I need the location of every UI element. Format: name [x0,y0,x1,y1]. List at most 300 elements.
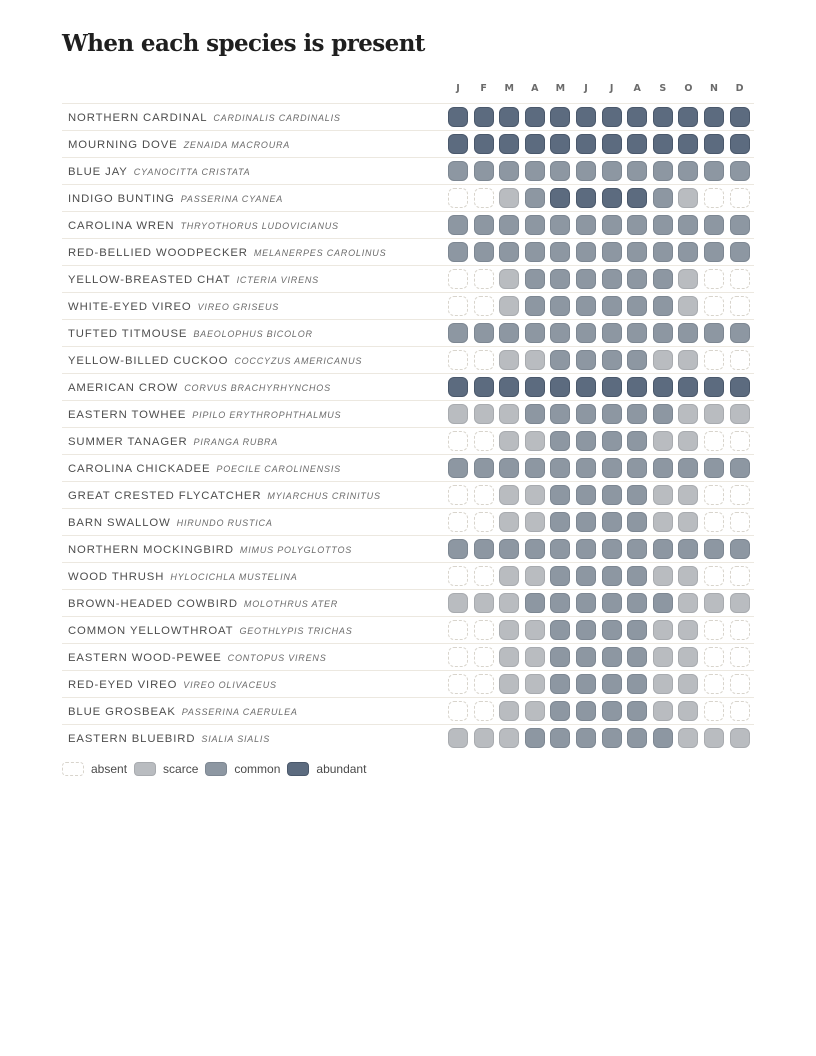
presence-cell-common [525,458,545,478]
presence-cell-common [525,539,545,559]
presence-cell-common [602,620,622,640]
presence-cell-absent [704,620,724,640]
species-latin-name: VIREO GRISEUS [197,302,280,312]
presence-heatmap [62,78,754,751]
presence-cell-common [678,215,698,235]
species-latin-name: GEOTHLYPIS TRICHAS [239,626,353,636]
presence-cell-scarce [730,593,750,613]
species-label [68,353,362,368]
presence-cell-common [730,215,750,235]
presence-cell-scarce [499,485,519,505]
species-label [68,218,339,233]
presence-cell-absent [448,674,468,694]
species-common-name: BARN SWALLOW [68,517,171,529]
presence-cell-common [627,728,647,748]
presence-cell-abundant [602,188,622,208]
species-latin-name: HYLOCICHLA MUSTELINA [170,572,298,582]
presence-cell-common [627,701,647,721]
species-common-name: INDIGO BUNTING [68,193,175,205]
presence-cell-absent [730,647,750,667]
presence-cell-scarce [653,431,673,451]
legend-item-scarce [134,762,198,776]
species-common-name: EASTERN BLUEBIRD [68,733,196,745]
presence-cell-absent [704,485,724,505]
presence-cell-absent [704,431,724,451]
presence-cell-scarce [678,404,698,424]
presence-cell-abundant [653,107,673,127]
presence-cell-common [499,215,519,235]
presence-cell-scarce [653,647,673,667]
presence-cell-absent [474,350,494,370]
presence-cell-common [602,728,622,748]
presence-cell-scarce [704,404,724,424]
presence-cell-scarce [678,566,698,586]
month-label: A [633,83,641,94]
species-common-name: GREAT CRESTED FLYCATCHER [68,490,262,502]
presence-cell-common [602,674,622,694]
species-label [68,461,341,476]
presence-cell-abundant [525,377,545,397]
species-latin-name: COCCYZUS AMERICANUS [234,356,363,366]
legend-swatch [205,762,227,776]
presence-cell-scarce [653,512,673,532]
presence-cell-absent [474,188,494,208]
presence-cell-scarce [525,620,545,640]
legend-label: common [234,762,281,776]
presence-cell-common [576,404,596,424]
chart-title: When each species is present [62,30,425,57]
presence-cell-common [627,485,647,505]
species-common-name: EASTERN TOWHEE [68,409,187,421]
presence-cell-scarce [499,350,519,370]
presence-cell-common [550,566,570,586]
species-common-name: NORTHERN CARDINAL [68,112,208,124]
presence-cell-common [602,593,622,613]
presence-cell-common [550,539,570,559]
presence-cell-common [627,647,647,667]
presence-cell-abundant [499,107,519,127]
species-label [68,434,278,449]
species-latin-name: MYIARCHUS CRINITUS [267,491,381,501]
presence-cell-abundant [678,107,698,127]
presence-cell-abundant [627,188,647,208]
species-label [68,596,338,611]
presence-cell-scarce [678,512,698,532]
presence-cell-common [550,296,570,316]
species-common-name: NORTHERN MOCKINGBIRD [68,544,234,556]
presence-cell-abundant [550,188,570,208]
presence-cell-absent [704,269,724,289]
presence-cell-common [653,215,673,235]
legend-swatch [62,762,84,776]
presence-cell-common [602,539,622,559]
presence-cell-scarce [678,701,698,721]
species-label [68,650,327,665]
species-label [68,245,386,260]
legend-label: absent [91,762,128,776]
presence-cell-common [550,404,570,424]
presence-cell-common [576,674,596,694]
presence-cell-scarce [499,620,519,640]
species-label [68,488,381,503]
presence-cell-absent [730,512,750,532]
presence-cell-common [704,215,724,235]
presence-cell-abundant [704,377,724,397]
presence-cell-common [627,593,647,613]
species-latin-name: THRYOTHORUS LUDOVICIANUS [180,221,339,231]
presence-cell-absent [730,674,750,694]
presence-cell-common [474,161,494,181]
species-label [68,326,313,341]
presence-cell-common [576,512,596,532]
presence-cell-scarce [525,674,545,694]
presence-cell-common [653,242,673,262]
species-latin-name: SIALIA SIALIS [201,734,271,744]
species-label [68,110,341,125]
species-latin-name: ICTERIA VIRENS [236,275,319,285]
presence-cell-common [730,242,750,262]
presence-cell-common [627,539,647,559]
month-header-row [62,78,754,103]
presence-cell-common [525,323,545,343]
species-common-name: YELLOW-BREASTED CHAT [68,274,231,286]
presence-cell-common [653,539,673,559]
month-label: M [504,83,514,94]
presence-cell-common [627,566,647,586]
species-row [62,508,754,535]
species-row [62,427,754,454]
species-row [62,616,754,643]
presence-cell-scarce [678,728,698,748]
presence-cell-scarce [499,647,519,667]
presence-cell-common [704,242,724,262]
presence-cell-common [525,296,545,316]
presence-cell-common [576,161,596,181]
presence-cell-common [525,593,545,613]
presence-cell-abundant [448,377,468,397]
presence-cell-scarce [653,620,673,640]
presence-cell-common [627,512,647,532]
species-row [62,562,754,589]
presence-cell-scarce [525,647,545,667]
presence-cell-absent [730,701,750,721]
presence-cell-absent [730,296,750,316]
presence-cell-scarce [704,593,724,613]
presence-cell-scarce [499,431,519,451]
species-common-name: EASTERN WOOD-PEWEE [68,652,222,664]
presence-cell-scarce [678,188,698,208]
presence-cell-common [550,485,570,505]
species-latin-name: MELANERPES CAROLINUS [253,248,387,258]
presence-cell-abundant [730,107,750,127]
presence-cell-absent [474,431,494,451]
presence-cell-scarce [653,701,673,721]
presence-cell-common [627,269,647,289]
presence-cell-abundant [499,134,519,154]
presence-cell-absent [704,350,724,370]
presence-cell-common [576,701,596,721]
presence-cell-absent [448,512,468,532]
presence-cell-common [550,620,570,640]
presence-cell-common [678,161,698,181]
presence-cell-common [602,350,622,370]
presence-cell-scarce [499,674,519,694]
presence-cell-common [602,647,622,667]
month-label: A [531,83,539,94]
presence-cell-common [576,350,596,370]
species-latin-name: PIPILO ERYTHROPHTHALMUS [192,410,342,420]
species-label [68,299,279,314]
presence-cell-scarce [730,728,750,748]
presence-cell-common [627,161,647,181]
presence-cell-scarce [678,269,698,289]
presence-cell-abundant [627,134,647,154]
month-label: S [659,83,667,94]
presence-cell-common [474,215,494,235]
species-common-name: WHITE-EYED VIREO [68,301,192,313]
presence-cell-scarce [499,269,519,289]
presence-cell-abundant [678,377,698,397]
presence-cell-common [525,728,545,748]
presence-cell-scarce [525,431,545,451]
species-label [68,623,353,638]
presence-cell-common [550,701,570,721]
species-common-name: CAROLINA WREN [68,220,175,232]
presence-cell-common [448,215,468,235]
presence-cell-absent [474,701,494,721]
presence-cell-common [730,161,750,181]
presence-cell-common [550,350,570,370]
presence-cell-scarce [678,485,698,505]
presence-cell-common [602,242,622,262]
presence-cell-common [448,323,468,343]
presence-cell-scarce [448,593,468,613]
presence-cell-absent [730,620,750,640]
presence-cell-abundant [474,134,494,154]
presence-cell-abundant [653,134,673,154]
species-row [62,670,754,697]
presence-cell-absent [448,566,468,586]
presence-cell-abundant [704,107,724,127]
presence-cell-absent [474,647,494,667]
legend-label: scarce [163,762,199,776]
presence-cell-common [525,404,545,424]
presence-cell-common [525,269,545,289]
presence-cell-abundant [730,134,750,154]
presence-cell-common [653,728,673,748]
species-common-name: TUFTED TITMOUSE [68,328,188,340]
presence-cell-scarce [678,296,698,316]
species-row [62,292,754,319]
presence-cell-abundant [602,107,622,127]
species-row [62,454,754,481]
species-latin-name: HIRUNDO RUSTICA [176,518,273,528]
month-label: J [584,83,588,94]
presence-cell-scarce [653,350,673,370]
presence-cell-common [550,215,570,235]
presence-cell-abundant [550,377,570,397]
presence-cell-absent [448,269,468,289]
presence-cell-scarce [678,647,698,667]
presence-cell-scarce [499,404,519,424]
species-latin-name: POECILE CAROLINENSIS [216,464,341,474]
presence-cell-absent [448,647,468,667]
presence-cell-scarce [678,350,698,370]
species-row [62,589,754,616]
presence-cell-common [730,539,750,559]
presence-cell-common [448,539,468,559]
presence-cell-absent [704,296,724,316]
presence-cell-common [704,539,724,559]
species-row [62,184,754,211]
presence-cell-common [627,620,647,640]
presence-cell-common [525,242,545,262]
presence-cell-scarce [678,620,698,640]
species-row [62,373,754,400]
presence-cell-absent [730,431,750,451]
presence-cell-common [576,539,596,559]
presence-cell-abundant [474,107,494,127]
presence-cell-common [550,728,570,748]
legend-item-absent [62,762,127,776]
species-row [62,724,754,751]
presence-cell-scarce [525,485,545,505]
species-latin-name: ZENAIDA MACROURA [183,140,291,150]
species-latin-name: PASSERINA CAERULEA [181,707,298,717]
presence-cell-scarce [678,593,698,613]
species-label [68,137,290,152]
legend-label: abundant [316,762,367,776]
legend [62,762,373,776]
species-latin-name: CARDINALIS CARDINALIS [213,113,341,123]
species-row [62,643,754,670]
species-label [68,542,352,557]
species-common-name: YELLOW-BILLED CUCKOO [68,355,229,367]
presence-cell-common [730,323,750,343]
presence-cell-common [525,188,545,208]
presence-cell-scarce [678,674,698,694]
species-common-name: SUMMER TANAGER [68,436,188,448]
presence-cell-scarce [499,296,519,316]
presence-cell-absent [730,350,750,370]
species-label [68,515,273,530]
presence-cell-abundant [678,134,698,154]
presence-cell-common [602,485,622,505]
legend-swatch [287,762,309,776]
presence-cell-abundant [627,377,647,397]
species-label [68,191,283,206]
presence-cell-common [627,458,647,478]
presence-cell-common [704,458,724,478]
species-label [68,704,298,719]
species-row [62,319,754,346]
presence-cell-common [678,323,698,343]
presence-cell-common [627,674,647,694]
month-label: D [735,83,744,94]
presence-cell-absent [730,566,750,586]
species-row [62,103,754,130]
species-latin-name: PIRANGA RUBRA [193,437,279,447]
species-row [62,238,754,265]
presence-cell-common [627,350,647,370]
presence-cell-abundant [576,188,596,208]
presence-cell-common [448,458,468,478]
presence-cell-abundant [730,377,750,397]
presence-cell-scarce [653,485,673,505]
presence-cell-absent [448,431,468,451]
presence-cell-common [550,242,570,262]
presence-cell-abundant [525,107,545,127]
species-row [62,697,754,724]
presence-cell-common [474,323,494,343]
species-row [62,481,754,508]
species-common-name: BLUE JAY [68,166,128,178]
month-label: O [684,83,693,94]
presence-cell-common [576,431,596,451]
species-latin-name: VIREO OLIVACEUS [183,680,277,690]
presence-cell-absent [474,566,494,586]
presence-cell-abundant [525,134,545,154]
legend-item-common [205,762,280,776]
presence-cell-common [602,566,622,586]
presence-cell-abundant [550,134,570,154]
presence-cell-absent [448,620,468,640]
presence-cell-absent [730,269,750,289]
presence-cell-common [499,323,519,343]
presence-cell-common [576,269,596,289]
presence-cell-common [576,728,596,748]
species-label [68,380,331,395]
presence-cell-abundant [602,134,622,154]
presence-cell-absent [704,566,724,586]
presence-cell-absent [704,512,724,532]
presence-cell-common [627,404,647,424]
presence-cell-common [576,215,596,235]
species-common-name: RED-EYED VIREO [68,679,178,691]
species-row [62,400,754,427]
presence-cell-scarce [474,404,494,424]
presence-cell-absent [730,485,750,505]
species-common-name: COMMON YELLOWTHROAT [68,625,234,637]
presence-cell-common [602,296,622,316]
presence-cell-common [525,161,545,181]
presence-cell-common [627,296,647,316]
presence-cell-common [627,323,647,343]
presence-cell-common [576,566,596,586]
presence-cell-absent [474,296,494,316]
species-label [68,272,319,287]
species-common-name: MOURNING DOVE [68,139,178,151]
species-label [68,731,270,746]
presence-cell-scarce [704,728,724,748]
species-row [62,157,754,184]
presence-cell-absent [704,647,724,667]
presence-cell-common [576,458,596,478]
presence-cell-common [730,458,750,478]
presence-cell-abundant [627,107,647,127]
presence-cell-common [602,161,622,181]
presence-cell-common [474,242,494,262]
presence-cell-common [550,647,570,667]
presence-cell-scarce [678,431,698,451]
month-label: F [480,83,487,94]
presence-cell-abundant [550,107,570,127]
species-row [62,535,754,562]
species-common-name: WOOD THRUSH [68,571,165,583]
species-row [62,265,754,292]
species-row [62,211,754,238]
presence-cell-abundant [576,107,596,127]
